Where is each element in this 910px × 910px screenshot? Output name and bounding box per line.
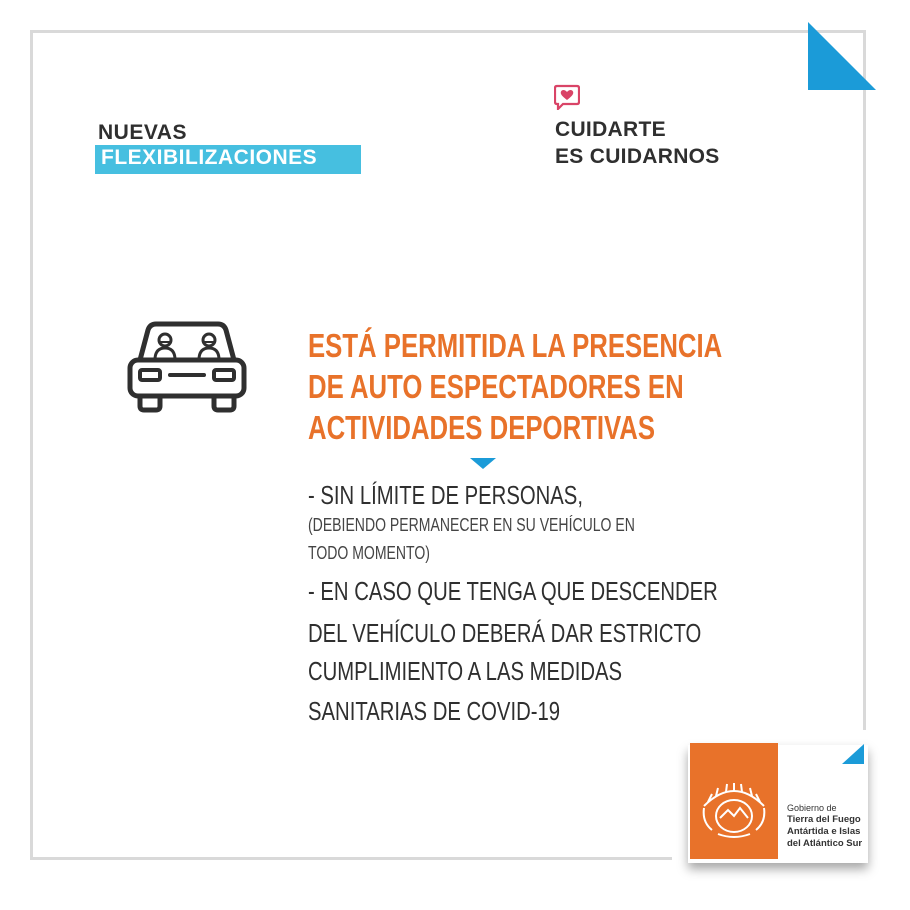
headline-line2: DE AUTO ESPECTADORES EN bbox=[308, 368, 684, 405]
province-seal-icon bbox=[700, 782, 768, 840]
headline-line3: ACTIVIDADES DEPORTIVAS bbox=[308, 409, 656, 446]
header-left-line1: NUEVAS bbox=[98, 121, 187, 144]
body-item1: - SIN LÍMITE DE PERSONAS, bbox=[308, 480, 583, 510]
car-with-passengers-icon bbox=[126, 320, 248, 414]
logo-text-line4: del Atlántico Sur bbox=[787, 838, 863, 849]
logo-text-line3: Antártida e Islas bbox=[787, 826, 861, 837]
corner-triangle-icon bbox=[808, 22, 876, 90]
header-right-line2: ES CUIDARNOS bbox=[555, 145, 720, 168]
logo-text-line1: Gobierno de bbox=[787, 803, 837, 813]
header-right-line1: CUIDARTE bbox=[555, 118, 666, 141]
body-item1-note-2: TODO MOMENTO) bbox=[308, 543, 430, 563]
logo-text-line2: Tierra del Fuego bbox=[787, 814, 861, 825]
body-item2-line1: - EN CASO QUE TENGA QUE DESCENDER bbox=[308, 576, 718, 606]
header-left-line2: FLEXIBILIZACIONES bbox=[101, 146, 318, 169]
headline-line1: ESTÁ PERMITIDA LA PRESENCIA bbox=[308, 327, 723, 364]
body-item2-line3: CUMPLIMIENTO A LAS MEDIDAS bbox=[308, 656, 623, 686]
heart-chat-icon bbox=[554, 84, 580, 110]
body-item2-line4: SANITARIAS DE COVID-19 bbox=[308, 696, 561, 726]
logo-corner-triangle-icon bbox=[842, 744, 864, 764]
body-item1-note-1: (DEBIENDO PERMANECER EN SU VEHÍCULO EN bbox=[308, 515, 635, 535]
down-arrow-icon bbox=[470, 458, 496, 469]
body-item2-line2: DEL VEHÍCULO DEBERÁ DAR ESTRICTO bbox=[308, 618, 702, 648]
